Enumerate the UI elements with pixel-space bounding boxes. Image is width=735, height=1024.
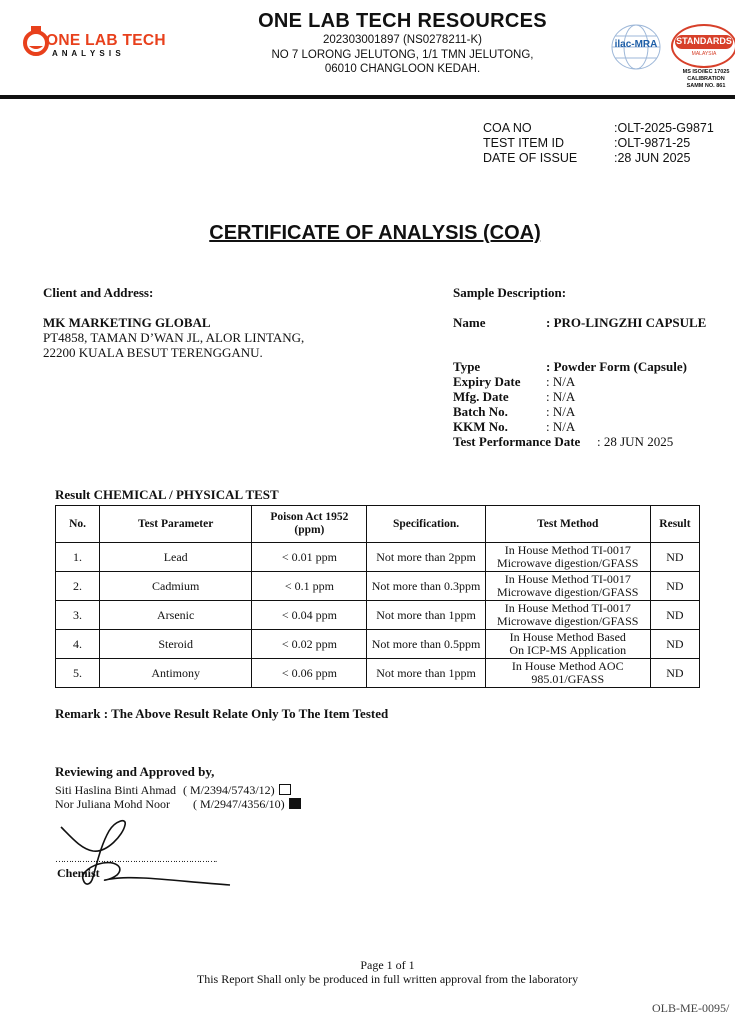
meta-label: TEST ITEM ID bbox=[483, 136, 565, 150]
table-row bbox=[56, 572, 700, 601]
cell-no: 4. bbox=[56, 630, 100, 659]
cell-no: 2. bbox=[56, 572, 100, 601]
reviewer-name: Nor Juliana Mohd Noor bbox=[55, 797, 170, 811]
client-name: MK MARKETING GLOBAL bbox=[43, 315, 211, 330]
coa-meta bbox=[483, 121, 714, 166]
client-address-line2: 22200 KUALA BESUT TERENGGANU. bbox=[43, 345, 263, 360]
brand-logo bbox=[22, 24, 182, 64]
cell-parameter: Lead bbox=[100, 543, 252, 572]
cell-spec: Not more than 2ppm bbox=[367, 543, 485, 572]
accreditation-line1: MS ISO/IEC 17025 bbox=[682, 69, 730, 75]
cell-result: ND bbox=[650, 543, 699, 572]
accreditation-line2: CALIBRATION bbox=[687, 76, 725, 82]
sample-kkm-value: : N/A bbox=[546, 419, 576, 434]
cell-result: ND bbox=[650, 659, 699, 688]
sample-name-value: : PRO-LINGZHI CAPSULE bbox=[546, 315, 707, 330]
cell-no: 3. bbox=[56, 601, 100, 630]
cell-method bbox=[485, 659, 650, 688]
standards-label: STANDARDS bbox=[676, 36, 732, 46]
company-address-line1: NO 7 LORONG JELUTONG, 1/1 TMN JELUTONG, bbox=[271, 49, 534, 61]
cell-parameter: Antimony bbox=[100, 659, 252, 688]
table-row bbox=[56, 630, 700, 659]
meta-label: DATE OF ISSUE bbox=[483, 151, 578, 165]
sample-expiry-value: : N/A bbox=[546, 374, 576, 389]
signature-role: Chemist bbox=[57, 866, 100, 880]
standards-sublabel: MALAYSIA bbox=[691, 51, 717, 57]
cell-poison-act: < 0.02 ppm bbox=[252, 630, 367, 659]
reviewer-checkbox bbox=[279, 784, 291, 795]
cell-result: ND bbox=[650, 601, 699, 630]
footer-notice: This Report Shall only be produced in full written approval from the laboratory bbox=[196, 972, 579, 986]
cell-spec: Not more than 1ppm bbox=[367, 601, 485, 630]
cell-poison-act: < 0.04 ppm bbox=[252, 601, 367, 630]
brand-line1: ONE LAB TECH bbox=[46, 32, 166, 49]
sample-expiry-label: Expiry Date bbox=[453, 374, 521, 389]
sample-batch-value: : N/A bbox=[546, 404, 576, 419]
document-title: CERTIFICATE OF ANALYSIS (COA) bbox=[209, 222, 541, 244]
brand-line2: A N A L Y S I S bbox=[52, 49, 122, 58]
reviewer-checkbox-checked bbox=[289, 798, 301, 809]
results-heading: Result CHEMICAL / PHYSICAL TEST bbox=[55, 487, 279, 502]
sample-name-label: Name bbox=[453, 315, 486, 330]
cell-method bbox=[485, 630, 650, 659]
col-header-poison-act: Poison Act 1952 (ppm) bbox=[252, 506, 367, 543]
cell-method-line2: Microwave digestion/GFASS bbox=[497, 556, 639, 570]
cell-spec: Not more than 0.5ppm bbox=[367, 630, 485, 659]
header-divider bbox=[0, 95, 735, 99]
cell-parameter: Cadmium bbox=[100, 572, 252, 601]
cell-parameter: Steroid bbox=[100, 630, 252, 659]
table-row bbox=[56, 659, 700, 688]
cell-poison-act: < 0.06 ppm bbox=[252, 659, 367, 688]
col-header-no: No. bbox=[56, 506, 100, 543]
remark: Remark : The Above Result Relate Only To The Item Tested bbox=[55, 706, 389, 721]
table-row bbox=[56, 601, 700, 630]
sample-batch-label: Batch No. bbox=[453, 404, 508, 419]
cell-method-line2: Microwave digestion/GFASS bbox=[497, 585, 639, 599]
form-code: OLB-ME-0095/ bbox=[652, 1001, 730, 1015]
ilac-label: ilac-MRA bbox=[614, 39, 658, 50]
standards-badge bbox=[671, 24, 735, 94]
results-table bbox=[55, 505, 700, 688]
meta-row bbox=[483, 121, 714, 136]
reviewer-name: Siti Haslina Binti Ahmad bbox=[55, 783, 177, 797]
meta-row bbox=[483, 151, 714, 166]
cell-no: 5. bbox=[56, 659, 100, 688]
col-header-parameter: Test Parameter bbox=[100, 506, 252, 543]
cell-method bbox=[485, 572, 650, 601]
cell-poison-act: < 0.01 ppm bbox=[252, 543, 367, 572]
sample-performance-date-label: Test Performance Date bbox=[453, 434, 581, 449]
cell-spec: Not more than 0.3ppm bbox=[367, 572, 485, 601]
sample-type-label: Type bbox=[453, 359, 481, 374]
col-header-method: Test Method bbox=[485, 506, 650, 543]
table-header-row bbox=[56, 506, 700, 543]
sample-kkm-label: KKM No. bbox=[453, 419, 508, 434]
cell-result: ND bbox=[650, 572, 699, 601]
cell-poison-act: < 0.1 ppm bbox=[252, 572, 367, 601]
company-name: ONE LAB TECH RESOURCES bbox=[258, 10, 547, 32]
meta-value: :OLT-2025-G9871 bbox=[614, 121, 714, 135]
cell-result: ND bbox=[650, 630, 699, 659]
cell-method-line1: In House Method TI-0017 bbox=[504, 572, 631, 586]
cell-method-line1: In House Method AOC bbox=[511, 659, 624, 673]
ilac-mra-badge bbox=[609, 22, 663, 72]
cell-method-line2: Microwave digestion/GFASS bbox=[497, 614, 639, 628]
sample-heading: Sample Description: bbox=[453, 285, 567, 300]
sample-performance-date-value: : 28 JUN 2025 bbox=[597, 434, 674, 449]
cell-no: 1. bbox=[56, 543, 100, 572]
reviewer-id: ( M/2394/5743/12) bbox=[183, 783, 275, 797]
client-address-line1: PT4858, TAMAN D’WAN JL, ALOR LINTANG, bbox=[43, 330, 305, 345]
sample-mfg-label: Mfg. Date bbox=[453, 389, 509, 404]
sample-mfg-value: : N/A bbox=[546, 389, 576, 404]
meta-value: :28 JUN 2025 bbox=[614, 151, 691, 165]
page-number: Page 1 of 1 bbox=[360, 958, 415, 972]
meta-label: COA NO bbox=[483, 121, 532, 135]
company-registration: 202303001897 (NS0278211-K) bbox=[323, 34, 482, 46]
reviewer-row bbox=[55, 783, 291, 797]
cell-method-line2: On ICP-MS Application bbox=[509, 643, 627, 657]
cell-parameter: Arsenic bbox=[100, 601, 252, 630]
col-header-result: Result bbox=[650, 506, 699, 543]
cell-method-line1: In House Method TI-0017 bbox=[504, 601, 631, 615]
sample-type-value: : Powder Form (Capsule) bbox=[546, 359, 687, 374]
meta-value: :OLT-9871-25 bbox=[614, 136, 691, 150]
cell-method-line1: In House Method TI-0017 bbox=[504, 543, 631, 557]
cell-method-line2: 985.01/GFASS bbox=[531, 672, 605, 686]
approval-heading: Reviewing and Approved by, bbox=[55, 764, 215, 779]
company-address-line2: 06010 CHANGLOON KEDAH. bbox=[324, 63, 481, 75]
reviewer-row bbox=[55, 797, 301, 811]
cell-method bbox=[485, 543, 650, 572]
accreditation-line3: SAMM NO. 861 bbox=[686, 83, 726, 89]
client-heading: Client and Address: bbox=[43, 285, 154, 300]
cell-spec: Not more than 1ppm bbox=[367, 659, 485, 688]
meta-row bbox=[483, 136, 714, 151]
col-header-specification: Specification. bbox=[367, 506, 485, 543]
reviewer-id: ( M/2947/4356/10) bbox=[192, 797, 285, 811]
cell-method-line1: In House Method Based bbox=[509, 630, 626, 644]
signature-line: ……………………………………………………. bbox=[55, 854, 217, 864]
table-row bbox=[56, 543, 700, 572]
cell-method bbox=[485, 601, 650, 630]
